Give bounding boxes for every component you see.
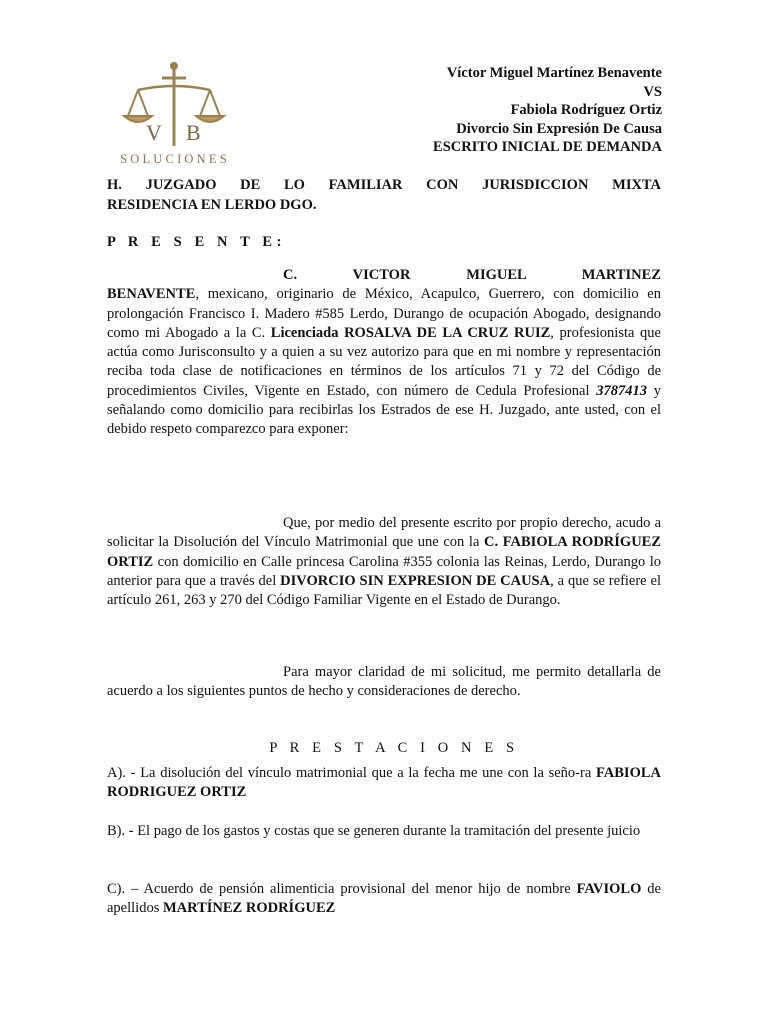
cedula-number: 3787413 — [596, 382, 647, 399]
logo — [104, 60, 244, 170]
plaintiff-surname: BENAVENTE — [107, 286, 196, 303]
logo-letter-v: V — [146, 120, 162, 145]
prestacion-a — [107, 764, 661, 803]
prestacion-b-text: B). - El pago de los gastos y costas que se generen durante la tramitación del presente juicio — [107, 823, 641, 839]
prestaciones-heading: P R E S T A C I O N E S — [269, 740, 519, 756]
defendant-bold-name: C. FABIOLA RODRÍGUEZ ORTIZ — [107, 534, 662, 570]
child-surnames: MARTÍNEZ RODRÍGUEZ — [162, 900, 336, 917]
court-line-2: RESIDENCIA EN LERDO DGO. — [107, 196, 317, 213]
paragraph-request — [107, 514, 661, 610]
divorce-type-bold: DIVORCIO SIN EXPRESION DE CAUSA — [280, 572, 551, 589]
presente-heading: P R E S E N T E: — [107, 234, 287, 250]
document-type: ESCRITO INICIAL DE DEMANDA — [433, 139, 662, 156]
request-text-a: Que, por medio del presente escrito por propio derecho, acudo a solicitar la Disolución del Vínculo Matrimonial que une con la — [107, 515, 661, 551]
case-type: Divorcio Sin Expresión De Causa — [456, 120, 662, 137]
intro-text-c: y señalando como domicilio para recibirlas los Estrados de ese H. Juzgado, ante usted, con el debido respeto comparezco para exponer: — [107, 382, 661, 438]
logo-letter-b: B — [186, 120, 201, 145]
clarity-text: Para mayor claridad de mi solicitud, me permito detallarla de acuerdo a los siguientes puntos de hecho y consideraciones de derecho. — [107, 664, 661, 700]
court-address — [107, 176, 661, 215]
lawyer-name: Licenciada ROSALVA DE LA CRUZ RUIZ — [270, 324, 551, 341]
prestacion-a-name: FABIOLA RODRIGUEZ ORTIZ — [107, 765, 661, 801]
child-first-name: FAVIOLO — [576, 881, 642, 897]
intro-text-a: , mexicano, originario de México, Acapulco, Guerrero, con domicilio en prolongación Francisco I. Madero #585 Lerdo, Durango de ocupación Abogado, designando como mi Abogado a la C. — [107, 286, 661, 341]
prestacion-c — [107, 880, 661, 919]
scales-of-justice-sword-icon — [104, 60, 244, 152]
prestacion-c-text: C). – Acuerdo de pensión alimenticia provisional del menor hijo de nombre — [107, 881, 577, 897]
prestacion-b — [107, 822, 661, 841]
plaintiff-name: Víctor Miguel Martínez Benavente — [446, 65, 662, 81]
plaintiff-name-line: C. VICTOR MIGUEL MARTINEZ — [283, 267, 661, 283]
paragraph-request-body — [107, 514, 661, 610]
paragraph-intro-body — [107, 285, 661, 439]
request-text-b: con domicilio en Calle princesa Carolina #355 colonia las Reinas, Lerdo, Durango lo anterior para que a través del — [107, 553, 661, 589]
paragraph-clarity-body — [107, 663, 661, 702]
paragraph-intro — [107, 266, 661, 440]
logo-brand: SOLUCIONES — [120, 152, 230, 166]
versus-label: VS — [643, 83, 662, 100]
request-text-c: , a que se refiere el artículo 261, 263 y 270 del Código Familiar Vigente en el Estado de Durango. — [107, 572, 661, 609]
court-line-1: H. JUZGADO DE LO FAMILIAR CON JURISDICCION MIXTA — [107, 177, 661, 193]
paragraph-clarity — [107, 663, 661, 702]
prestacion-a-text: A). - La disolución del vínculo matrimonial que a la fecha me une con la seño-ra — [107, 765, 596, 781]
defendant-name: Fabiola Rodríguez Ortiz — [510, 102, 662, 119]
intro-text-b: , profesionista que actúa como Jurisconsulto y a quien a su vez autorizo para que en mi nombre y representación reciba toda clase de notificaciones en términos de los artículos 71 y 72 del Código de procedimientos Civiles, Vigente en Estado, con número de Cedula Profesional — [107, 324, 661, 399]
case-header — [433, 64, 662, 157]
prestacion-c-mid: de apellidos — [107, 881, 661, 917]
